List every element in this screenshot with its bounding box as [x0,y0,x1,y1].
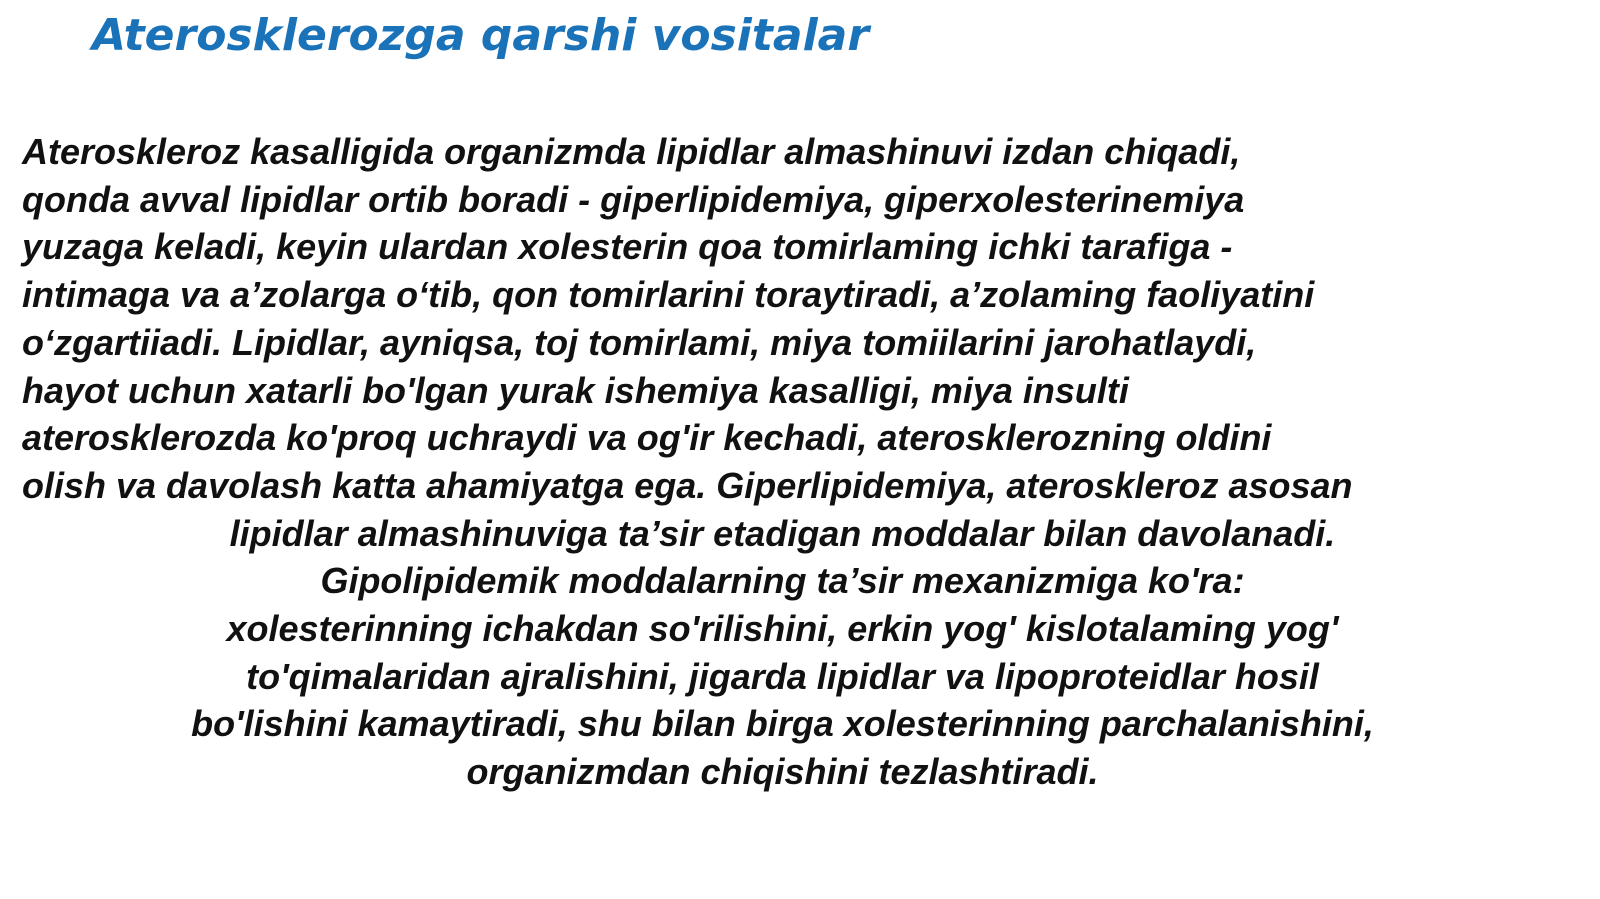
body-line-centered: Gipolipidemik moddalarning ta’sir mexanizmiga ko'ra: [320,560,1245,602]
body-line: aterosklerozda ko'proq uchraydi va og'ir kechadi, aterosklerozning oldini [22,417,1272,459]
body-line: olish va davolash katta ahamiyatga ega. Giperlipidemiya, ateroskleroz asosan [22,464,1353,506]
body-line-centered: to'qimalaridan ajralishini, jigarda lipidlar va lipoproteidlar hosil [246,655,1319,697]
body-line: yuzaga keladi, keyin ulardan xolesterin qoa tomirlaming ichki tarafiga - [22,226,1233,268]
body-line: o‘zgartiiadi. Lipidlar, ayniqsa, toj tomirlami, miya tomiilarini jarohatlaydi, [22,321,1257,363]
body-line-centered: organizmdan chiqishini tezlashtiradi. [466,751,1099,793]
body-line-centered: bo'lishini kamaytiradi, shu bilan birga xolesterinning parchalanishini, [191,703,1374,745]
body-line: hayot uchun xatarli bo'lgan yurak ishemiya kasalligi, miya insulti [22,369,1129,411]
slide-title: Aterosklerozga qarshi vositalar [92,10,870,61]
body-line: qonda avval lipidlar ortib boradi - giperlipidemiya, giperxolesterinemiya [22,178,1245,220]
slide-body-text [22,128,1572,796]
body-line-centered: lipidlar almashinuviga ta’sir etadigan moddalar bilan davolanadi. [229,512,1336,554]
body-line: Ateroskleroz kasalligida organizmda lipidlar almashinuvi izdan chiqadi, [22,131,1241,172]
body-line-centered: xolesterinning ichakdan so'rilishini, erkin yog' kislotalaming yog' [226,608,1339,650]
body-line: intimaga va a’zolarga o‘tib, qon tomirlarini toraytiradi, a’zolaming faoliyatini [22,274,1315,316]
